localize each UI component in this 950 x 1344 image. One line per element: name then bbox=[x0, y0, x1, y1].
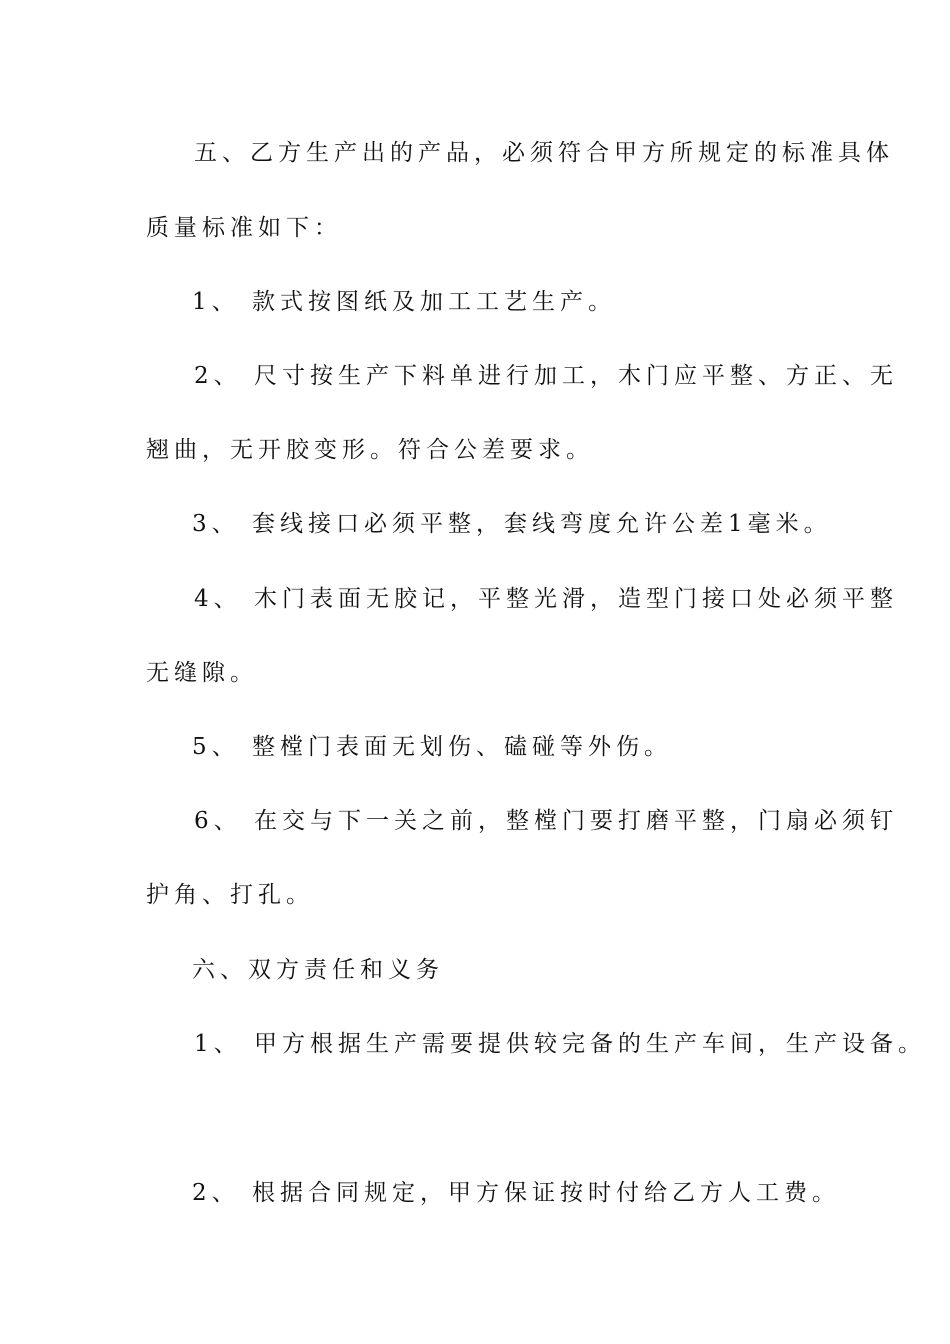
item-5-6-line2: 护角、打孔。 bbox=[146, 882, 314, 908]
item-5-4-line1: 4、 木门表面无胶记，平整光滑，造型门接口处必须平整 bbox=[194, 586, 898, 612]
item-5-1: 1、 款式按图纸及加工工艺生产。 bbox=[192, 289, 616, 315]
item-5-2-line2: 翘曲，无开胶变形。符合公差要求。 bbox=[146, 437, 594, 463]
item-6-1: 1、 甲方根据生产需要提供较完备的生产车间，生产设备。 bbox=[194, 1031, 926, 1057]
item-5-4-line2: 无缝隙。 bbox=[146, 660, 258, 686]
section6-heading: 六、双方责任和义务 bbox=[192, 957, 444, 983]
item-5-6-line1: 6、 在交与下一关之前，整樘门要打磨平整，门扇必须钉 bbox=[194, 808, 898, 834]
section5-heading-line1: 五、乙方生产出的产品，必须符合甲方所规定的标准具体 bbox=[194, 140, 894, 166]
item-5-2-line1: 2、 尺寸按生产下料单进行加工，木门应平整、方正、无 bbox=[194, 363, 898, 389]
item-6-2: 2、 根据合同规定，甲方保证按时付给乙方人工费。 bbox=[192, 1180, 840, 1206]
item-5-5: 5、 整樘门表面无划伤、磕碰等外伤。 bbox=[192, 734, 672, 760]
section5-heading-line2: 质量标准如下： bbox=[146, 215, 342, 241]
item-5-3: 3、 套线接口必须平整，套线弯度允许公差1毫米。 bbox=[192, 511, 832, 537]
